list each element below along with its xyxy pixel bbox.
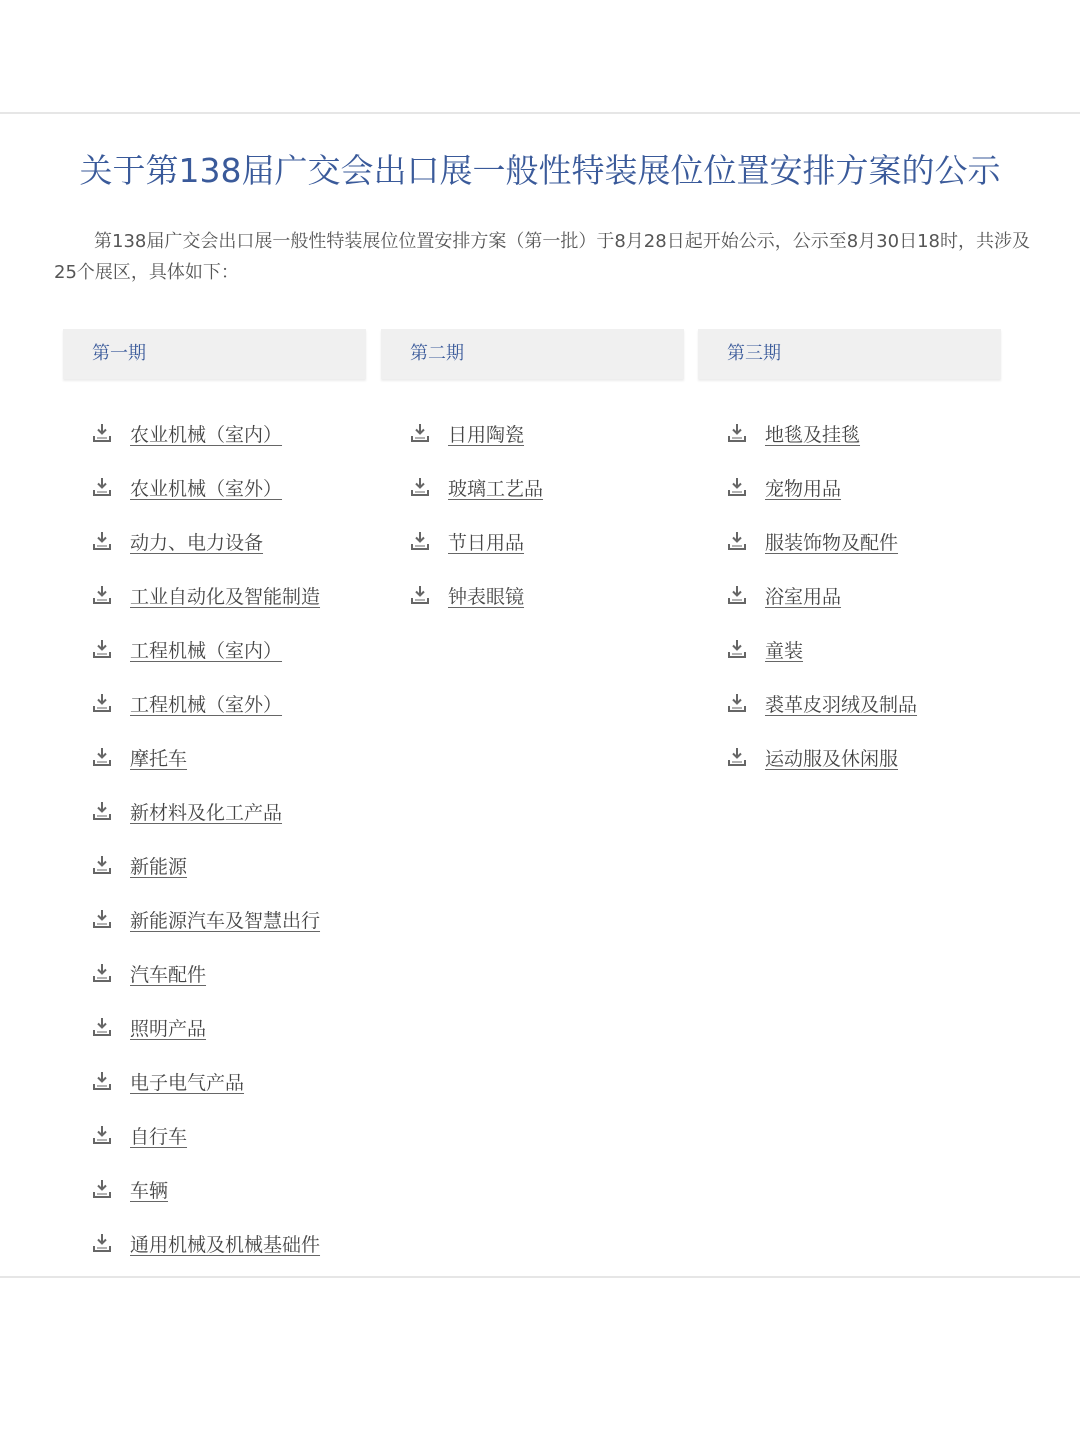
download-icon[interactable] xyxy=(92,1178,112,1200)
list-item xyxy=(727,460,917,514)
download-link[interactable]: 照明产品 xyxy=(130,1017,207,1040)
intro-paragraph: 第138届广交会出口展一般性特装展位位置安排方案（第一批）于8月28日起开始公示，公示至8月30日18时，共涉及25个展区，具体如下： xyxy=(54,231,1030,283)
download-link[interactable]: 裘革皮羽绒及制品 xyxy=(765,693,918,716)
download-icon[interactable] xyxy=(727,530,747,552)
download-link[interactable]: 日用陶瓷 xyxy=(448,423,525,446)
download-link[interactable]: 工程机械（室内） xyxy=(130,639,283,662)
download-link[interactable]: 汽车配件 xyxy=(130,963,207,986)
list-item xyxy=(410,568,543,622)
download-icon[interactable] xyxy=(92,1016,112,1038)
list-item xyxy=(727,730,917,784)
download-link[interactable]: 钟表眼镜 xyxy=(448,585,525,608)
download-link[interactable]: 自行车 xyxy=(130,1125,188,1148)
phase-header-1: 第一期 xyxy=(63,329,366,379)
download-link[interactable]: 农业机械（室内） xyxy=(130,423,283,446)
list-item xyxy=(92,1216,320,1270)
download-icon[interactable] xyxy=(727,476,747,498)
list-item xyxy=(92,1054,320,1108)
download-icon[interactable] xyxy=(410,422,430,444)
download-link[interactable]: 新材料及化工产品 xyxy=(130,801,283,824)
list-item xyxy=(92,676,320,730)
download-link[interactable]: 服装饰物及配件 xyxy=(765,531,899,554)
download-icon[interactable] xyxy=(410,584,430,606)
download-icon[interactable] xyxy=(92,476,112,498)
download-link[interactable]: 动力、电力设备 xyxy=(130,531,264,554)
download-link[interactable]: 农业机械（室外） xyxy=(130,477,283,500)
download-icon[interactable] xyxy=(410,476,430,498)
download-icon[interactable] xyxy=(92,1070,112,1092)
download-link[interactable]: 节日用品 xyxy=(448,531,525,554)
download-link[interactable]: 宠物用品 xyxy=(765,477,842,500)
download-link[interactable]: 车辆 xyxy=(130,1179,169,1202)
download-link[interactable]: 摩托车 xyxy=(130,747,188,770)
list-item xyxy=(92,946,320,1000)
list-item xyxy=(92,1000,320,1054)
download-icon[interactable] xyxy=(92,854,112,876)
page-title: 关于第138届广交会出口展一般性特装展位位置安排方案的公示 xyxy=(79,151,1001,190)
download-link[interactable]: 运动服及休闲服 xyxy=(765,747,899,770)
download-icon[interactable] xyxy=(92,1232,112,1254)
list-item xyxy=(92,838,320,892)
list-item xyxy=(92,1108,320,1162)
list-item xyxy=(92,892,320,946)
bottom-divider xyxy=(0,1276,1080,1278)
list-item xyxy=(92,730,320,784)
download-icon[interactable] xyxy=(727,584,747,606)
phase-header-2: 第二期 xyxy=(381,329,684,379)
list-item xyxy=(727,622,917,676)
download-link[interactable]: 工程机械（室外） xyxy=(130,693,283,716)
phase-list-2 xyxy=(410,406,543,622)
download-icon[interactable] xyxy=(727,422,747,444)
download-link[interactable]: 浴室用品 xyxy=(765,585,842,608)
download-icon[interactable] xyxy=(410,530,430,552)
download-icon[interactable] xyxy=(727,746,747,768)
list-item xyxy=(92,514,320,568)
phase-list-1 xyxy=(92,406,320,1270)
list-item xyxy=(92,568,320,622)
download-link[interactable]: 电子电气产品 xyxy=(130,1071,245,1094)
list-item xyxy=(92,406,320,460)
download-link[interactable]: 通用机械及机械基础件 xyxy=(130,1233,321,1256)
top-divider xyxy=(0,112,1080,114)
list-item xyxy=(92,622,320,676)
list-item xyxy=(727,406,917,460)
download-icon[interactable] xyxy=(92,422,112,444)
download-link[interactable]: 童装 xyxy=(765,639,804,662)
download-link[interactable]: 工业自动化及智能制造 xyxy=(130,585,321,608)
download-link[interactable]: 新能源 xyxy=(130,855,188,878)
download-link[interactable]: 地毯及挂毯 xyxy=(765,423,861,446)
download-icon[interactable] xyxy=(92,962,112,984)
list-item xyxy=(727,676,917,730)
list-item xyxy=(92,1162,320,1216)
list-item xyxy=(727,568,917,622)
download-link[interactable]: 玻璃工艺品 xyxy=(448,477,544,500)
download-icon[interactable] xyxy=(92,746,112,768)
download-icon[interactable] xyxy=(92,584,112,606)
list-item xyxy=(410,514,543,568)
download-icon[interactable] xyxy=(92,530,112,552)
list-item xyxy=(92,460,320,514)
list-item xyxy=(410,406,543,460)
download-icon[interactable] xyxy=(92,908,112,930)
list-item xyxy=(410,460,543,514)
download-icon[interactable] xyxy=(727,638,747,660)
download-icon[interactable] xyxy=(92,692,112,714)
download-icon[interactable] xyxy=(727,692,747,714)
download-link[interactable]: 新能源汽车及智慧出行 xyxy=(130,909,321,932)
phase-list-3 xyxy=(727,406,917,784)
download-icon[interactable] xyxy=(92,1124,112,1146)
phase-header-3: 第三期 xyxy=(698,329,1001,379)
list-item xyxy=(92,784,320,838)
download-icon[interactable] xyxy=(92,638,112,660)
list-item xyxy=(727,514,917,568)
download-icon[interactable] xyxy=(92,800,112,822)
